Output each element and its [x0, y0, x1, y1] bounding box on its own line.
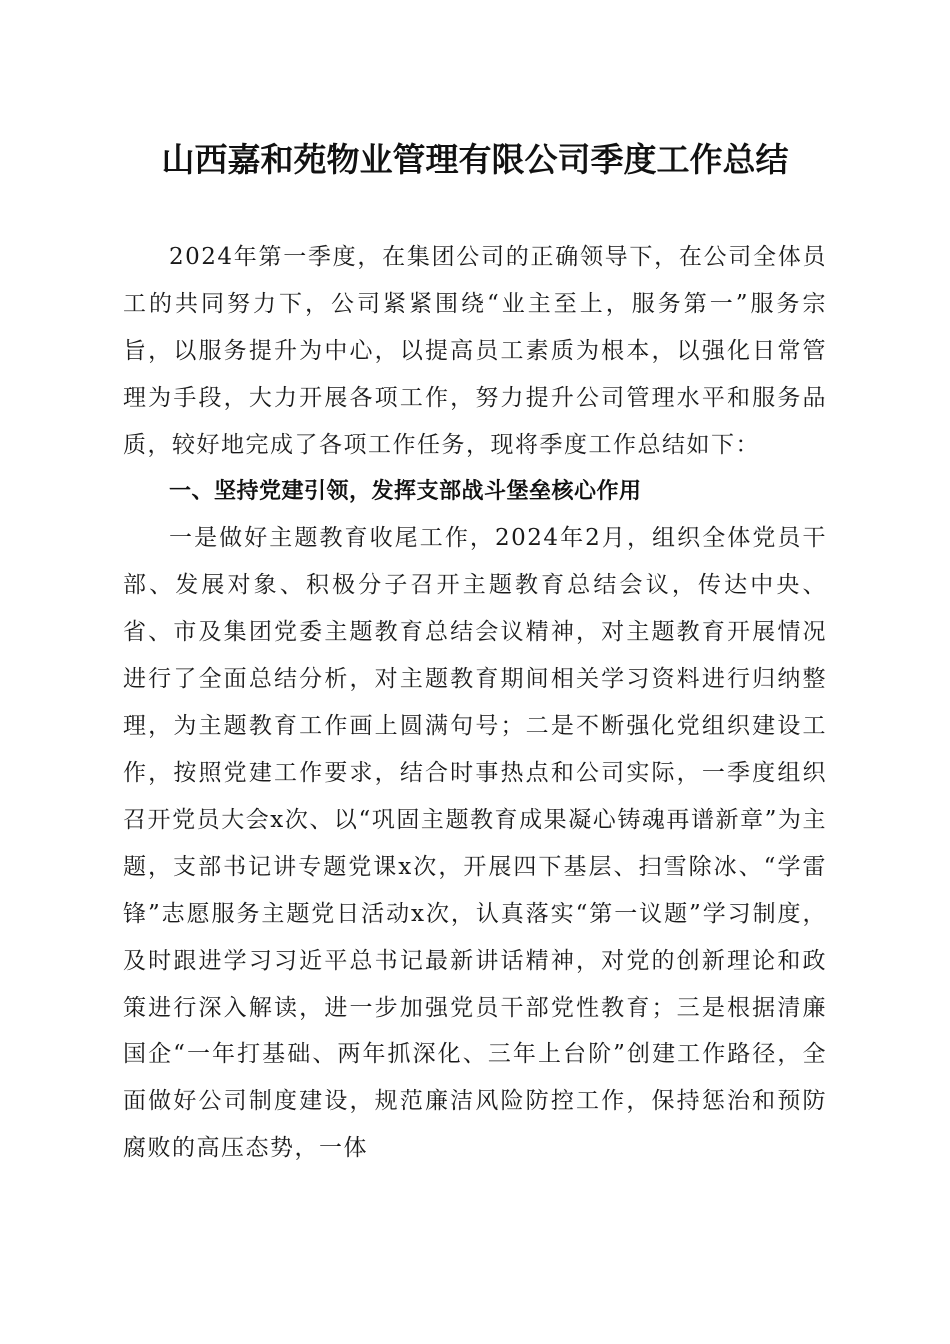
section-paragraph: 一是做好主题教育收尾工作，2024年2月，组织全体党员干部、发展对象、积极分子召开主题教育总结会议，传达中央、省、市及集团党委主题教育总结会议精神，对主题教育开展情况进行了全面总结分析，对主题教育期间相关学习资料进行归纳整理，为主题教育工作画上圆满句号；二是不断强化党组织建设工作，按照党建工作要求，结合时事热点和公司实际，一季度组织召开党员大会x次、以“巩固主题教育成果凝心铸魂再谱新章”为主题，支部书记讲专题党课x次，开展四下基层、扫雪除冰、“学雷锋”志愿服务主题党日活动x次，认真落实“第一议题”学习制度，及时跟进学习习近平总书记最新讲话精神，对党的创新理论和政策进行深入解读，进一步加强党员干部党性教育；三是根据清廉国企“一年打基础、两年抓深化、三年上台阶”创建工作路径，全面做好公司制度建设，规范廉洁风险防控工作，保持惩治和预防腐败的高压态势，一体: [123, 525, 827, 1162]
document-body: [123, 234, 827, 1172]
intro-paragraph: 2024年第一季度，在集团公司的正确领导下，在公司全体员工的共同努力下，公司紧紧围绕“业主至上，服务第一”服务宗旨，以服务提升为中心，以提高员工素质为根本，以强化日常管理为手段，大力开展各项工作，努力提升公司管理水平和服务品质，较好地完成了各项工作任务，现将季度工作总结如下：: [123, 244, 827, 458]
document-title: 山西嘉和苑物业管理有限公司季度工作总结: [161, 140, 789, 179]
section-heading: 一、坚持党建引领，发挥支部战斗堡垒核心作用: [169, 478, 642, 504]
